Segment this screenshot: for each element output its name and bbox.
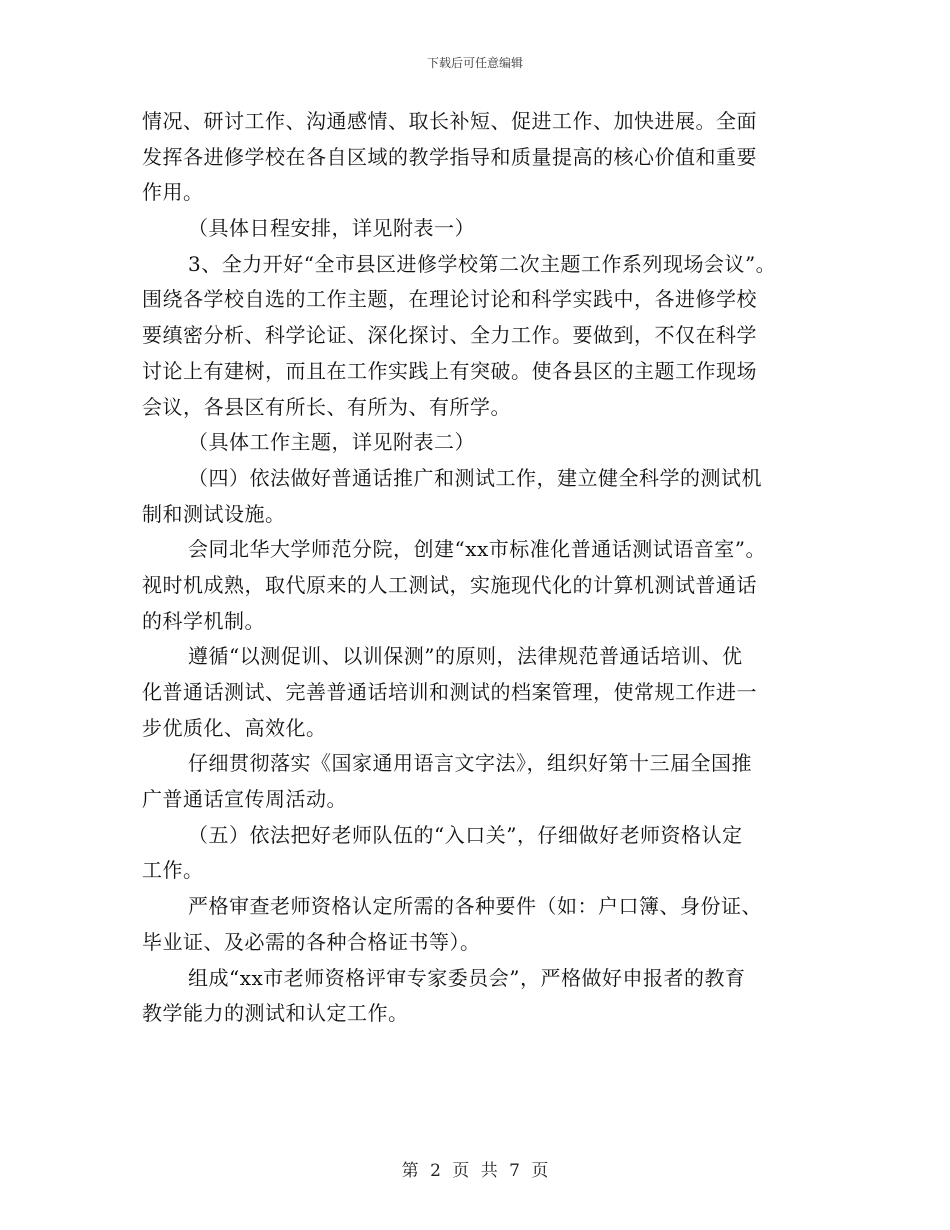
page-header: 下载后可任意编辑 [426,56,523,70]
text-line: 步优质化、高效化。 [142,715,327,740]
text-line: 视时机成熟，取代原来的人工测试，实施现代化的计算机测试普通话 [142,572,757,597]
text-line: 围绕各学校自选的工作主题，在理论讨论和科学实践中，各进修学校 [142,287,757,312]
text-line: （具体工作主题，详见附表二） [188,430,475,455]
text-line: 要缜密分析、科学论证、深化探讨、全力工作。要做到，不仅在科学 [142,323,757,348]
text-line: 发挥各进修学校在各自区域的教学指导和质量提高的核心价值和重要 [142,144,757,169]
text-line: 仔细贯彻落实《国家通用语言文字法》，组织好第十三届全国推 [188,751,752,776]
text-line: 作用。 [142,180,204,205]
text-line: 广普通话宣传周活动。 [142,787,347,812]
text-line: 制和测试设施。 [142,501,286,526]
text-line: 工作。 [142,858,204,883]
text-line: 教学能力的测试和认定工作。 [142,1001,409,1026]
text-line: 会同北华大学师范分院，创建“xx市标准化普通话测试语音室”。 [188,537,767,562]
text-line: （四）依法做好普通话推广和测试工作，建立健全科学的测试机 [188,465,762,490]
text-line: 讨论上有建树，而且在工作实践上有突破。使各县区的主题工作现场 [142,358,757,383]
text-line: 的科学机制。 [142,608,265,633]
text-line: 情况、研讨工作、沟通感情、取长补短、促进工作、加快进展。全面 [142,109,757,133]
page-footer: 第 2 页 共 7 页 [401,1161,549,1181]
text-line: 3、全力开好“全市县区进修学校第二次主题工作系列现场会议”。 [188,251,777,276]
text-line: （具体日程安排，详见附表一） [188,216,475,241]
text-line: （五）依法把好老师队伍的“入口关”，仔细做好老师资格认定 [188,822,743,847]
text-line: 会议，各县区有所长、有所为、有所学。 [142,394,511,419]
document-body [142,104,832,1032]
text-line: 毕业证、及必需的各种合格证书等）。 [142,929,481,954]
text-line: 组成“xx市老师资格评审专家委员会”，严格做好申报者的教育 [188,965,746,990]
text-line: 严格审查老师资格认定所需的各种要件（如：户口簿、身份证、 [188,894,762,919]
text-line: 遵循“以测促训、以训保测”的原则，法律规范普通话培训、优 [188,644,743,669]
text-line: 化普通话测试、完善普通话培训和测试的档案管理，使常规工作进一 [142,680,757,704]
